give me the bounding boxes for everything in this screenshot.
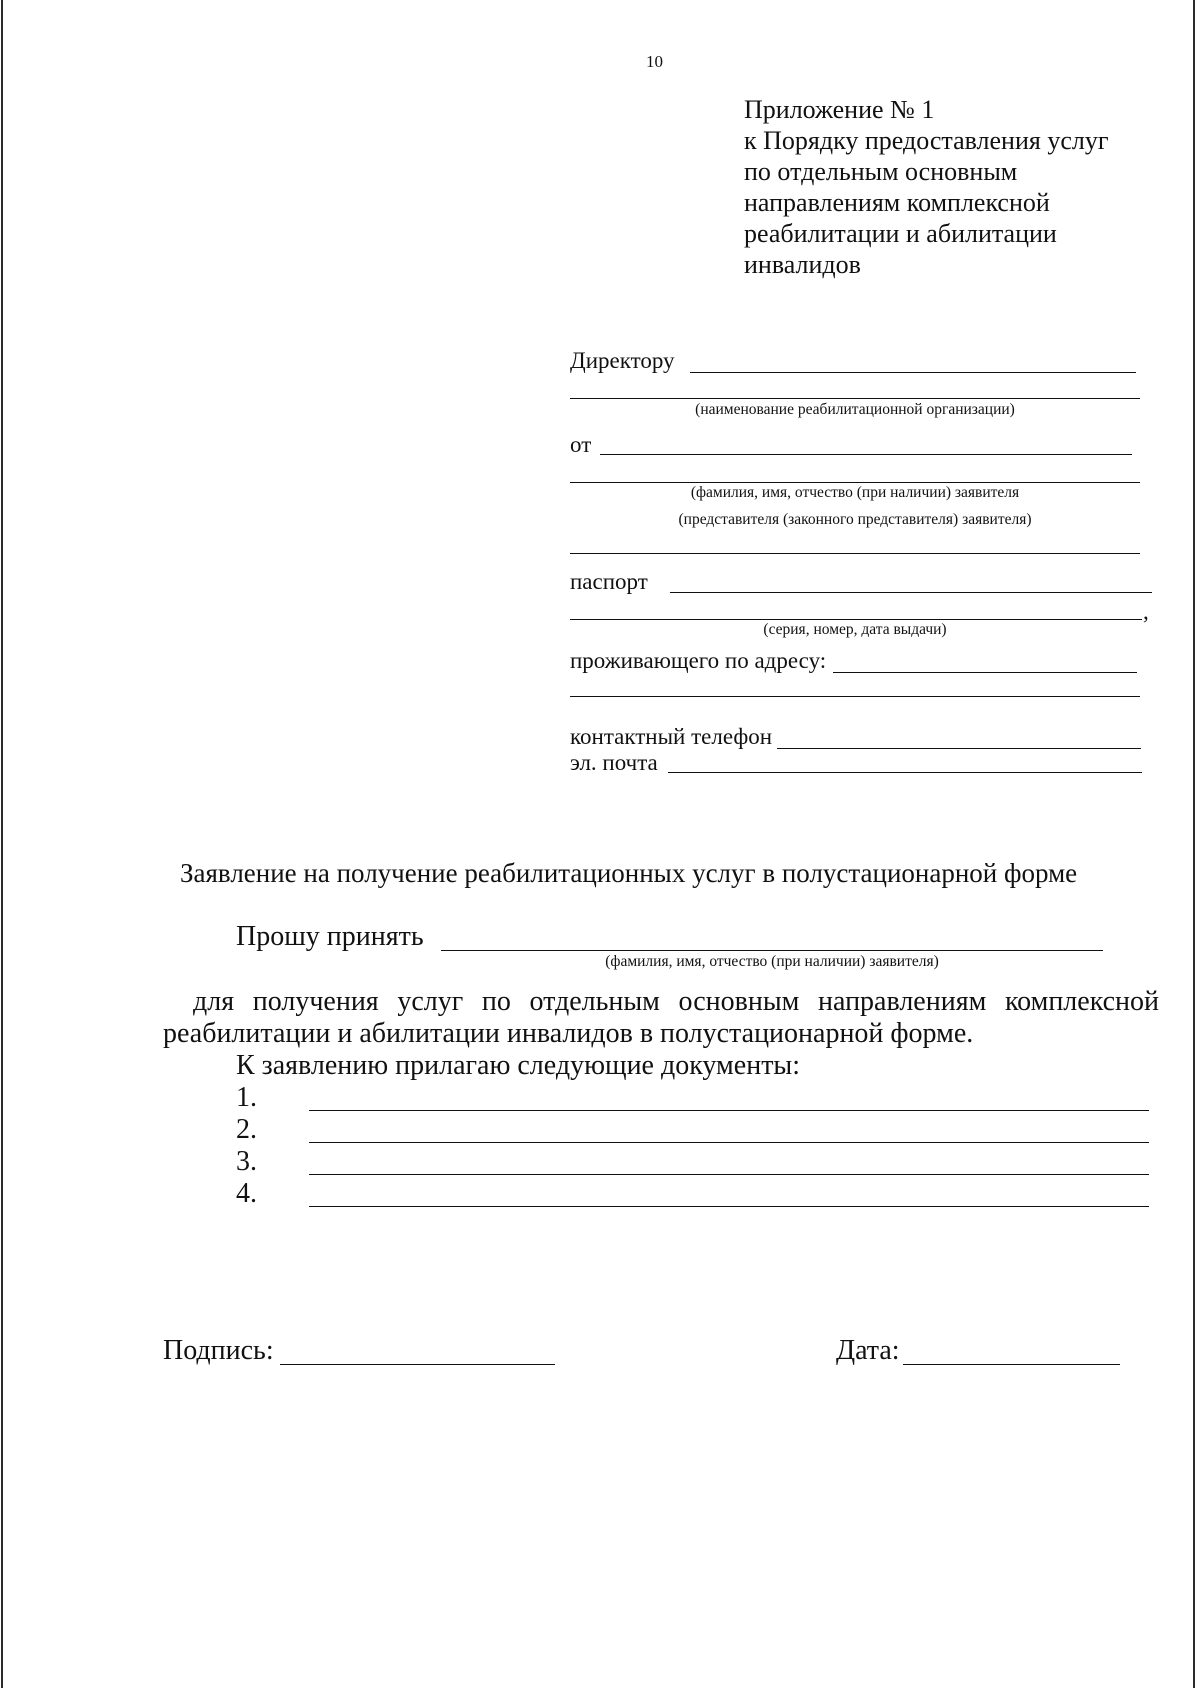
purpose-line-1: для получения услуг по отдельным основным направлениям комплексной [193,986,1159,1017]
organization-name-field[interactable] [570,398,1140,399]
passport-label: паспорт [570,569,648,594]
attachment-field-4[interactable] [309,1206,1149,1207]
attachment-field-3[interactable] [309,1174,1149,1175]
applicant-name-field[interactable] [600,454,1132,455]
request-name-field[interactable] [441,950,1103,951]
phone-label: контактный телефон [570,724,773,749]
director-label: Директору [570,348,675,373]
signature-field[interactable] [280,1364,555,1365]
applicant-name-field-2[interactable] [570,482,1140,483]
appendix-line: реабилитации и абилитации [744,219,1057,248]
attachment-number: 2. [236,1114,257,1145]
request-label: Прошу принять [236,921,424,952]
date-field[interactable] [903,1364,1120,1365]
appendix-line: Приложение № 1 [744,95,935,124]
request-caption: (фамилия, имя, отчество (при наличии) заявителя) [605,953,939,970]
from-label: от [570,432,592,457]
attachment-number: 4. [236,1178,257,1209]
attachments-intro: К заявлению прилагаю следующие документы: [236,1050,801,1081]
passport-field-2[interactable] [570,619,1142,620]
email-label: эл. почта [570,750,658,775]
passport-caption: (серия, номер, дата выдачи) [763,621,947,638]
passport-comma: , [1143,599,1149,624]
purpose-paragraph [163,986,1159,1050]
passport-field[interactable] [670,592,1152,593]
appendix-line: инвалидов [744,250,861,279]
attachment-number: 1. [236,1082,257,1113]
phone-field[interactable] [777,748,1141,749]
appendix-line: направлениям комплексной [744,188,1050,217]
address-field[interactable] [833,672,1137,673]
scan-edge-left [1,0,3,1688]
statement-title: Заявление на получение реабилитационных услуг в полустационарной форме [180,858,1078,888]
appendix-block [744,94,1109,280]
date-label: Дата: [836,1335,900,1366]
address-label: проживающего по адресу: [570,648,827,673]
representative-caption: (представителя (законного представителя) заявителя) [678,511,1032,528]
director-name-field[interactable] [690,372,1136,373]
signature-label: Подпись: [163,1335,274,1366]
address-field-2[interactable] [570,696,1140,697]
applicant-caption: (фамилия, имя, отчество (при наличии) заявителя [690,484,1020,501]
email-field[interactable] [668,772,1142,773]
attachment-field-2[interactable] [309,1142,1149,1143]
attachment-number: 3. [236,1146,257,1177]
appendix-line: по отдельным основным [744,157,1018,186]
page-number: 10 [646,52,663,71]
appendix-line: к Порядку предоставления услуг [744,126,1109,155]
scan-edge-right [1193,0,1195,1688]
purpose-line-2: реабилитации и абилитации инвалидов в полустационарной форме. [163,1018,974,1049]
representative-field[interactable] [570,553,1140,554]
organization-caption: (наименование реабилитационной организации) [695,401,1015,418]
attachment-field-1[interactable] [309,1110,1149,1111]
